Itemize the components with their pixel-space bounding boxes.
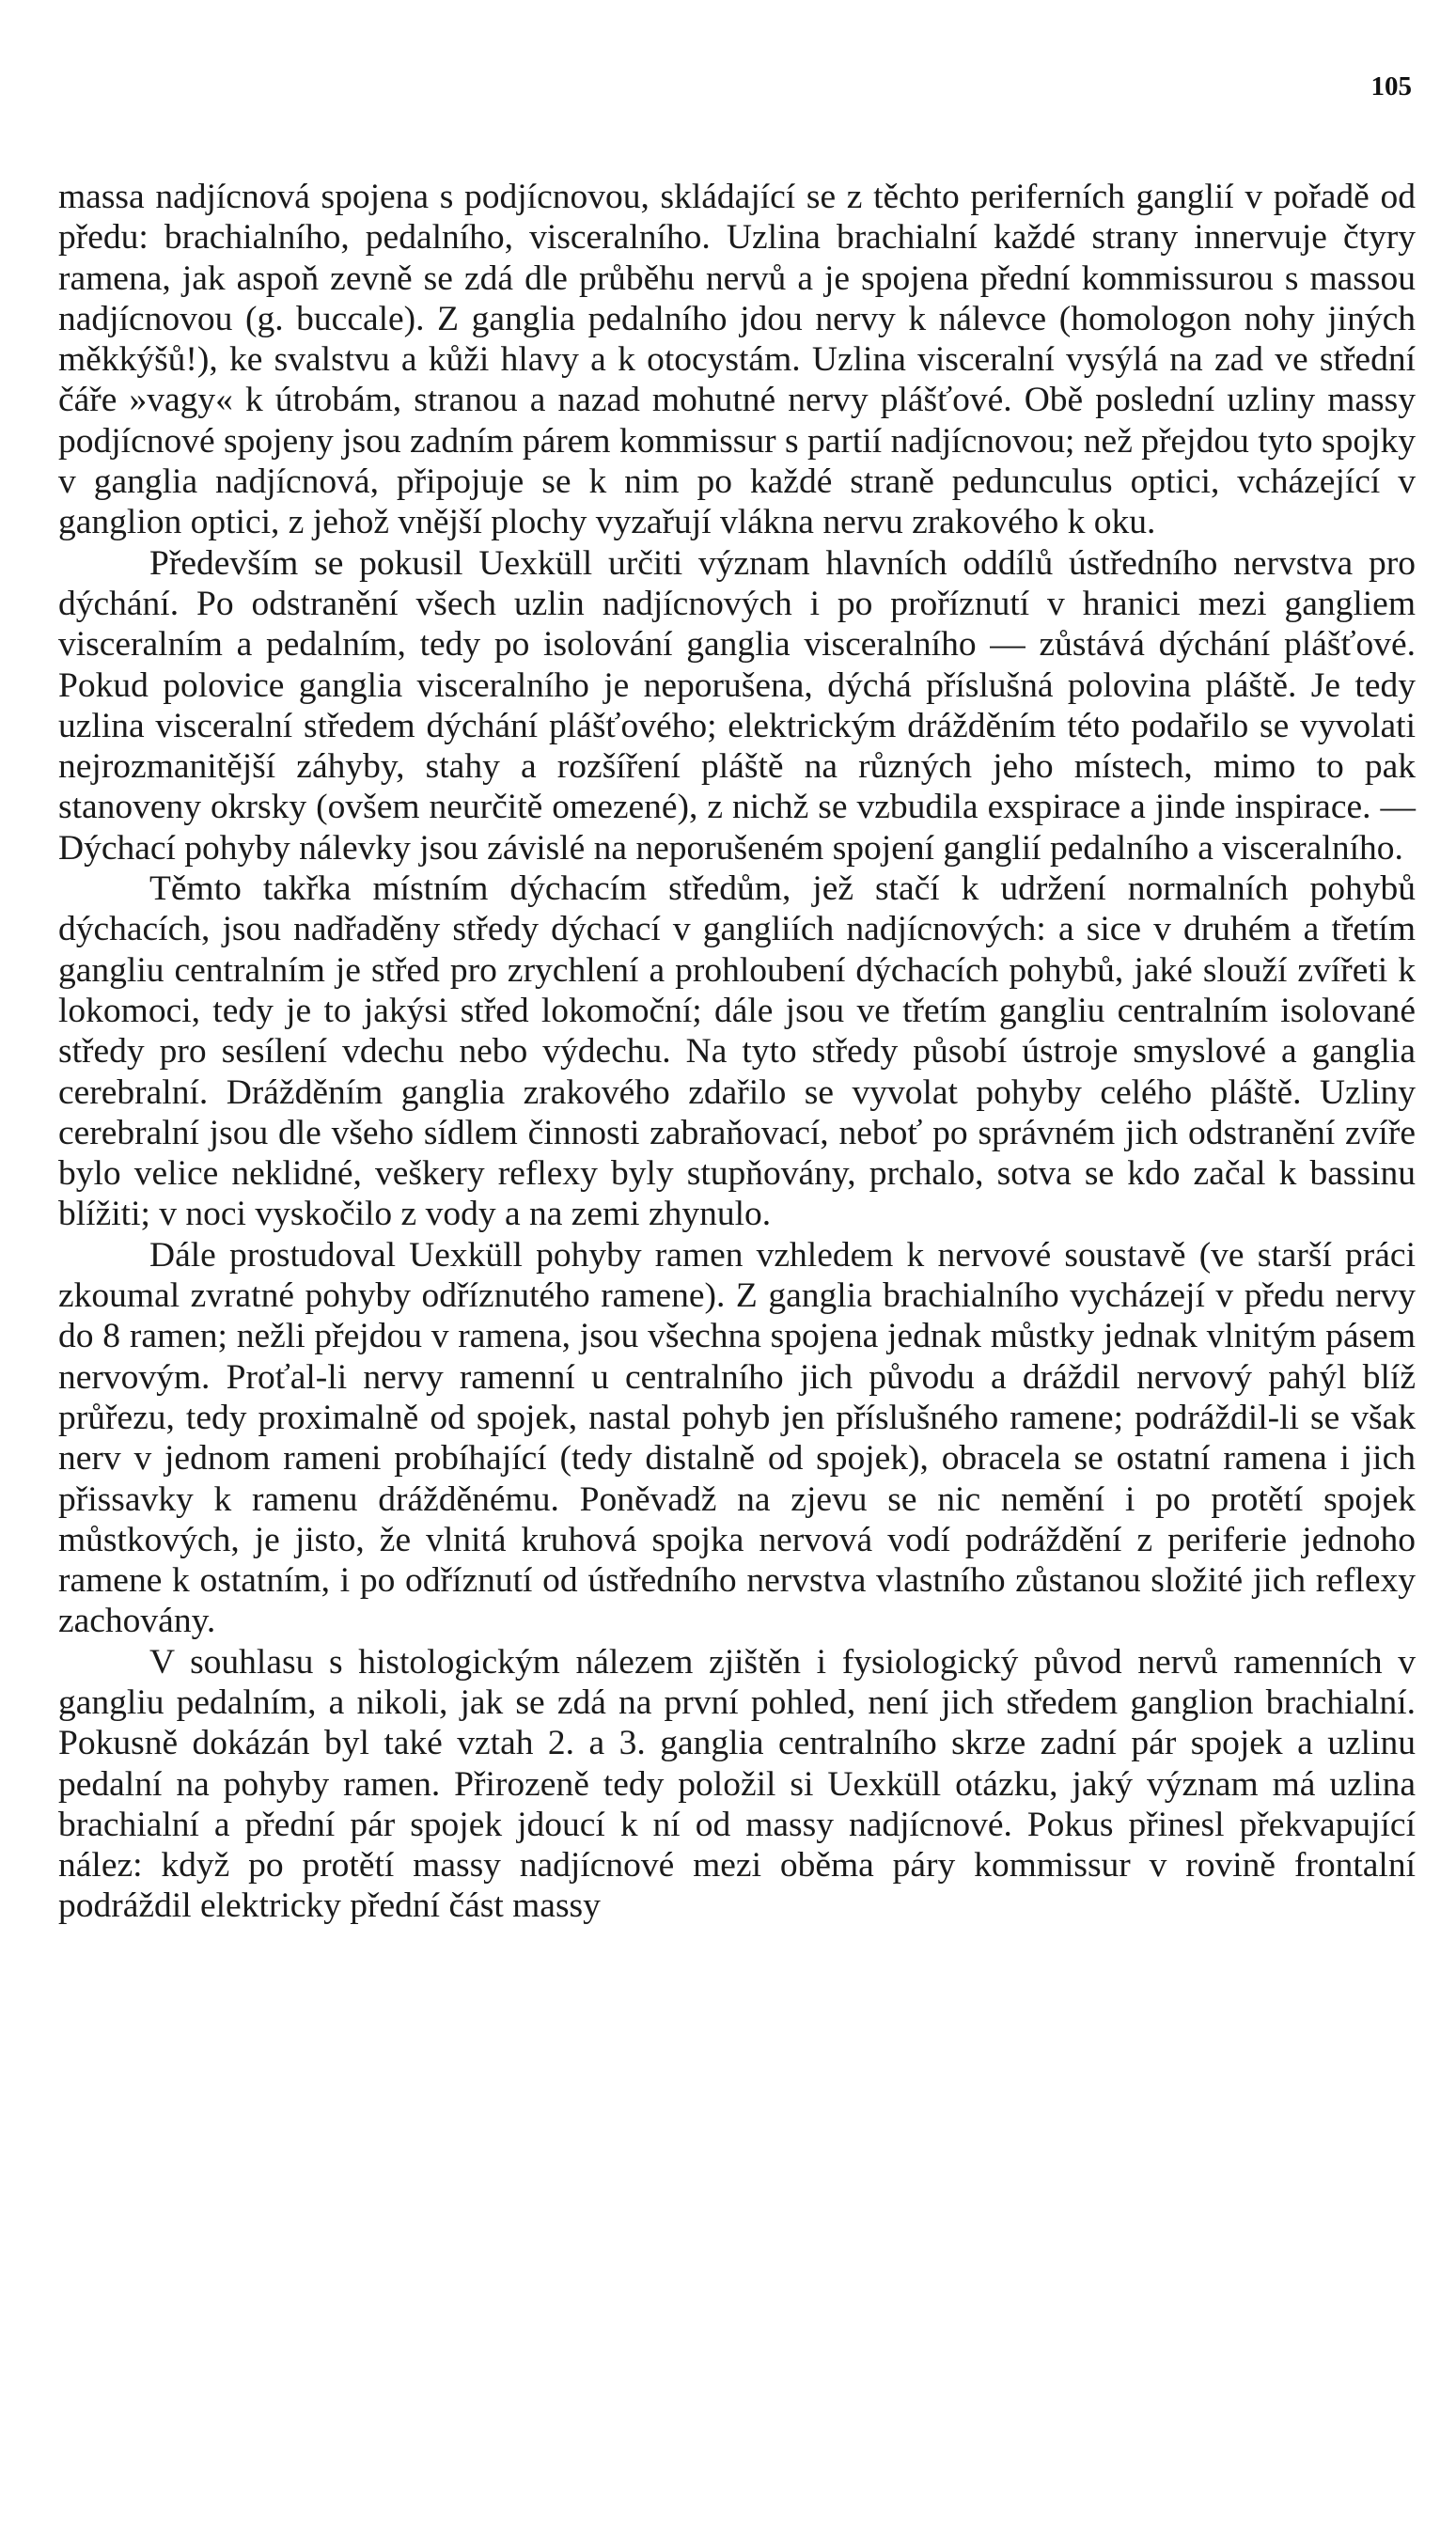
paragraph-3: Těmto takřka místním dýchacím středům, jež stačí k udržení normalních pohybů dýchacích, jsou nadřaděny středy dýchací v gangliích nadjícnových: a sice v druhém a třetím gangliu centralním je střed pro zrychlení a prohloubení dýchacích pohybů, jaké slouží zvířeti k lokomoci, tedy je to jakýsi střed lokomoční; dále jsou ve třetím gangliu centralním isolované středy pro sesílení vdechu nebo výdechu. Na tyto středy působí ústroje smyslové a ganglia cerebralní. Drážděním ganglia zrakového zdařilo se vyvolat pohyby celého pláště. Uzliny cerebralní jsou dle všeho sídlem činnosti zabraňovací, neboť po správném jich odstranění zvíře bylo velice neklidné, veškery reflexy byly stupňovány, prchalo, sotva se kdo začal k bassinu blížiti; v noci vyskočilo z vody a na zemi zhynulo. xyxy=(58,869,1416,1234)
paragraph-2: Především se pokusil Uexküll určiti význam hlavních oddílů ústředního nervstva pro dýchání. Po odstranění všech uzlin nadjícnových i po proříznutí v hranici mezi gangliem visceralním a pedalním, tedy po isolování ganglia visceralního — zůstává dýchání plášťové. Pokud polovice ganglia visceralního je neporušena, dýchá příslušná polovina pláště. Je tedy uzlina visceralní středem dýchání plášťového; elektrickým drážděním této podařilo se vyvolati nejrozmanitější záhyby, stahy a rozšíření pláště na různých jeho místech, mimo to pak stanoveny okrsky (ovšem neurčitě omezené), z nichž se vzbudila exspirace a jinde inspirace. — Dýchací pohyby nálevky jsou závislé na neporušeném spojení ganglií pedalního a visceralního. xyxy=(58,543,1416,868)
paragraph-5: V souhlasu s histologickým nálezem zjištěn i fysiologický původ nervů ramenních v gangliu pedalním, a nikoli, jak se zdá na první pohled, není jich středem ganglion brachialní. Pokusně dokázán byl také vztah 2. a 3. ganglia centralního skrze zadní pár spojek a uzlinu pedalní na pohyby ramen. Přirozeně tedy položil si Uexküll otázku, jaký význam má uzlina brachialní a přední pár spojek jdoucí k ní od massy nadjícnové. Pokus přinesl překvapující nález: když po protětí massy nadjícnové mezi oběma páry kommissur v rovině frontalní podráždil elektricky přední část massy xyxy=(58,1642,1416,1926)
paragraph-1: massa nadjícnová spojena s podjícnovou, skládající se z těchto periferních ganglií v pořadě od předu: brachialního, pedalního, visceralního. Uzlina brachialní každé strany innervuje čtyry ramena, jak aspoň zevně se zdá dle průběhu nervů a je spojena přední kommissurou s massou nadjícnovou (g. buccale). Z ganglia pedalního jdou nervy k nálevce (homologon nohy jiných měkkýšů!), ke svalstvu a kůži hlavy a k otocystám. Uzlina visceralní vysýlá na zad ve střední čáře »vagy« k útrobám, stranou a nazad mohutné nervy plášťové. Obě poslední uzliny massy podjícnové spojeny jsou zadním párem kommissur s partií nadjícnovou; než přejdou tyto spojky v ganglia nadjícnová, připojuje se k nim po každé straně pedunculus optici, vcházející v ganglion optici, z jehož vnější plochy vyzařují vlákna nervu zrakového k oku. xyxy=(58,178,1416,542)
page-number: 105 xyxy=(1370,71,1412,102)
paragraph-4: Dále prostudoval Uexküll pohyby ramen vzhledem k nervové soustavě (ve starší práci zkoumal zvratné pohyby odříznutého ramene). Z ganglia brachialního vycházejí v předu nervy do 8 ramen; nežli přejdou v ramena, jsou všechna spojena jednak můstky jednak vlnitým pásem nervovým. Proťal-li nervy ramenní u centralního jich původu a dráždil nervový pahýl blíž průřezu, tedy proximalně od spojek, nastal pohyb jen příslušného ramene; podráždil-li se však nerv v jednom rameni probíhající (tedy distalně od spojek), obracela se ostatní ramena i jich přissavky k ramenu drážděnému. Poněvadž na zjevu se nic nemění i po protětí spojek můstkových, je jisto, že vlnitá kruhová spojka nervová vodí podráždění z periferie jednoho ramene k ostatním, i po odříznutí od ústředního nervstva vlastního zůstanou složité jich reflexy zachovány. xyxy=(58,1235,1416,1641)
body-text xyxy=(58,177,1416,1927)
